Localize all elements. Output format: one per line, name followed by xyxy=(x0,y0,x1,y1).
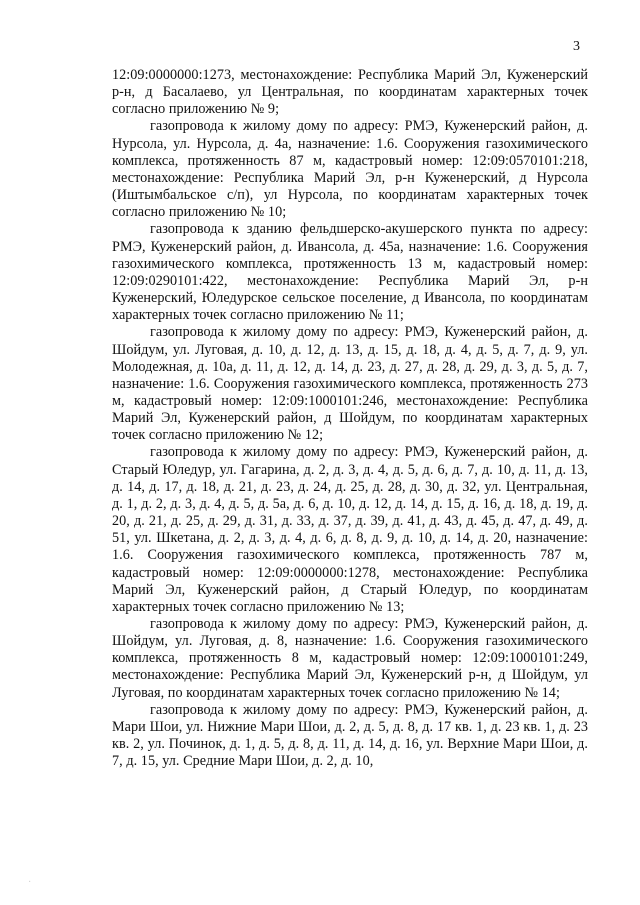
document-body xyxy=(112,67,588,770)
paragraph-stary-yuledur: газопровода к жилому дому по адресу: РМЭ, Куженерский район, д. Старый Юледур, ул. Гагарина, д. 2, д. 3, д. 4, д. 5, д. 6, д. 7, д. 10, д. 11, д. 13, д. 14, д. 17, д. 18, д. 21, д. 23, д. 24, д. 25, д. 28, д. 30, д. 32, ул. Центральная, д. 1, д. 2, д. 3, д. 4, д. 5, д. 5а, д. 6, д. 10, д. 12, д. 14, д. 15, д. 16, д. 18, д. 19, д. 20, д. 21, д. 25, д. 29, д. 31, д. 33, д. 37, д. 39, д. 41, д. 43, д. 45, д. 47, д. 49, д. 51, ул. Шкетана, д. 2, д. 3, д. 4, д. 6, д. 8, д. 9, д. 10, д. 14, д. 20, назначение: 1.6. Сооружения газохимического комплекса, протяженность 787 м, кадастровый номер: 12:09:0000000:1278, местонахождение: Республика Марий Эл, Куженерский район, д Старый Юледур, по координатам характерных точек согласно приложению № 13; xyxy=(112,444,588,615)
paragraph-ivansola: газопровода к зданию фельдшерско-акушерского пункта по адресу: РМЭ, Куженерский район, д. Ивансола, д. 45а, назначение: 1.6. Сооружения газохимического комплекса, протяженность 13 м, кадастровый номер: 12:09:0290101:422, местонахождение: Республика Марий Эл, р-н Куженерский, Юледурское сельское поселение, д Ивансола, по координатам характерных точек согласно приложению № 11; xyxy=(112,221,588,324)
margin-mark: · xyxy=(28,877,32,888)
paragraph-continuation: 12:09:0000000:1273, местонахождение: Республика Марий Эл, Куженерский р-н, д Басалаево, ул Центральная, по координатам характерных точек согласно приложению № 9; xyxy=(112,67,588,118)
page-number: 3 xyxy=(573,39,580,54)
paragraph-shoydum-lugovaya: газопровода к жилому дому по адресу: РМЭ, Куженерский район, д. Шойдум, ул. Луговая, д. 8, назначение: 1.6. Сооружения газохимического комплекса, протяженность 8 м, кадастровый номер: 12:09:1000101:249, местонахождение: Республика Марий Эл, Куженерский р-н, д Шойдум, ул Луговая, по координатам характерных точек согласно приложению № 14; xyxy=(112,616,588,701)
paragraph-shoydum: газопровода к жилому дому по адресу: РМЭ, Куженерский район, д. Шойдум, ул. Луговая, д. 10, д. 12, д. 13, д. 15, д. 18, д. 4, д. 5, д. 7, д. 9, ул. Молодежная, д. 10а, д. 11, д. 12, д. 14, д. 23, д. 27, д. 28, д. 29, д. 3, д. 5, д. 7, назначение: 1.6. Сооружения газохимического комплекса, протяженность 273 м, кадастровый номер: 12:09:1000101:246, местонахождение: Республика Марий Эл, Куженерский район, д Шойдум, по координатам характерных точек согласно приложению № 12; xyxy=(112,324,588,444)
paragraph-nursola: газопровода к жилому дому по адресу: РМЭ, Куженерский район, д. Нурсола, ул. Нурсола, д. 4а, назначение: 1.6. Сооружения газохимического комплекса, протяженность 87 м, кадастровый номер: 12:09:0570101:218, местонахождение: Республика Марий Эл, р-н Куженерский, д Нурсола (Иштымбальское с/п), ул Нурсола, по координатам характерных точек согласно приложению № 10; xyxy=(112,118,588,221)
paragraph-mari-shoi: газопровода к жилому дому по адресу: РМЭ, Куженерский район, д. Мари Шои, ул. Нижние Мари Шои, д. 2, д. 5, д. 8, д. 17 кв. 1, д. 23 кв. 1, д. 23 кв. 2, ул. Починок, д. 1, д. 5, д. 8, д. 11, д. 14, д. 16, ул. Верхние Мари Шои, д. 7, д. 15, ул. Средние Мари Шои, д. 2, д. 10, xyxy=(112,701,588,770)
